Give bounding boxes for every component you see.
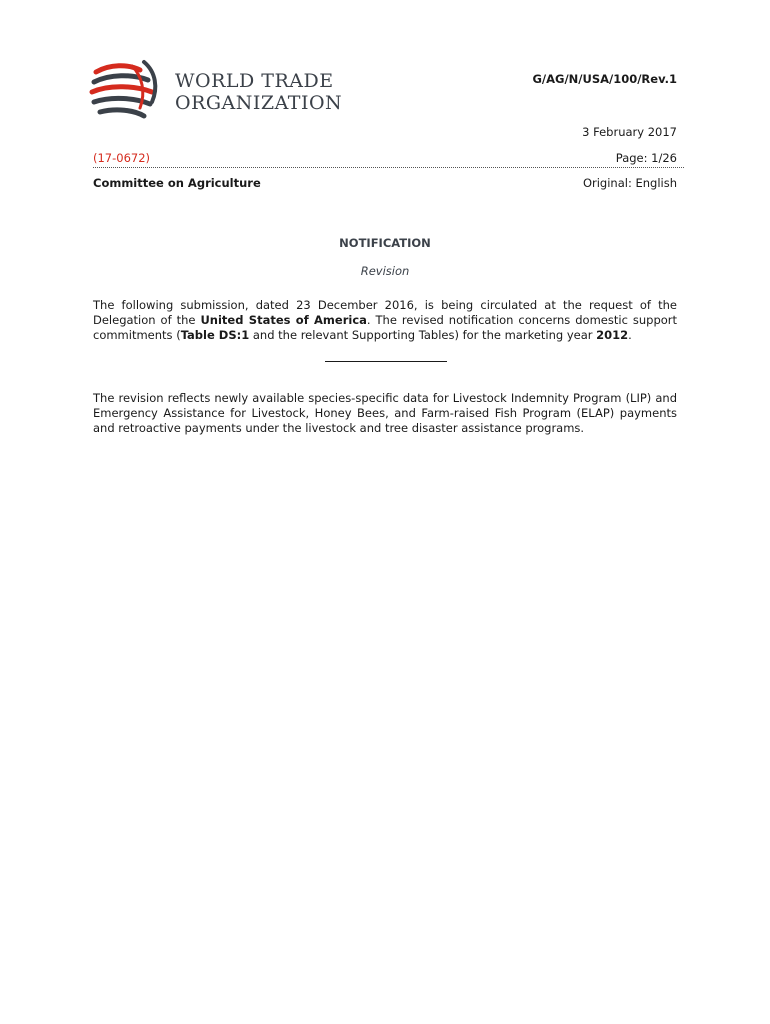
bold-table-ref: Table DS:1 (180, 328, 250, 342)
section-separator (325, 361, 447, 362)
revision-paragraph: The revision reflects newly available species-specific data for Livestock Indemnity Program (LIP) and Emergency Assistance for Livestock, Honey Bees, and Farm-raised Fish Program (ELAP) payments and retroactive payments under the livestock and tree disaster assistance programs. (93, 391, 677, 435)
header-divider (93, 167, 684, 168)
bold-year: 2012 (596, 328, 629, 342)
committee-name: Committee on Agriculture (93, 176, 261, 190)
wto-logo (84, 58, 344, 128)
page-title: NOTIFICATION (339, 236, 431, 250)
document-number: (17-0672) (93, 151, 151, 165)
logo-line-2: ORGANIZATION (175, 92, 343, 114)
wto-logo-text (175, 70, 342, 114)
text-run: . The revised notification concerns domestic support commitments ( (93, 313, 678, 342)
page-subtitle: Revision (360, 264, 410, 278)
logo-line-1: WORLD TRADE (175, 70, 334, 92)
bold-country: United States of America (200, 313, 367, 327)
document-symbol: G/AG/N/USA/100/Rev.1 (532, 72, 677, 86)
wto-emblem-icon (84, 58, 166, 128)
original-language: Original: English (582, 176, 677, 190)
document-date: 3 February 2017 (582, 125, 677, 139)
text-run: and the relevant Supporting Tables) for the marketing year (249, 328, 597, 342)
text-run: The following submission, dated 23 December 2016, is being circulated at the request of the Delegation of the (93, 298, 677, 327)
page-indicator: Page: 1/26 (615, 151, 677, 165)
intro-paragraph (93, 298, 677, 343)
text-run: . (628, 328, 632, 342)
